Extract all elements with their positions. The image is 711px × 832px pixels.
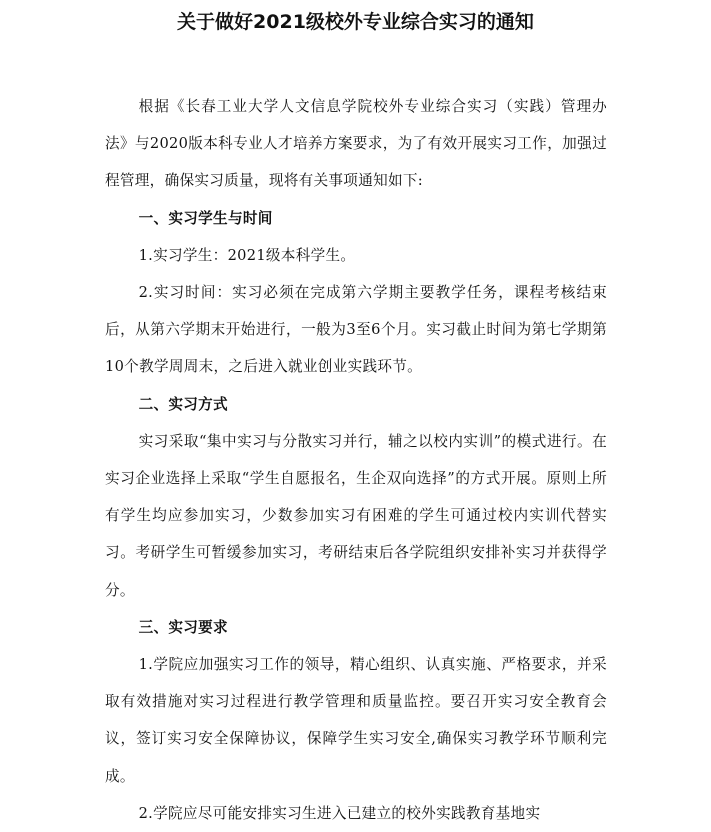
section-heading: 二、实习方式 (138, 395, 228, 413)
body-paragraph: 2.实习时间：实习必须在完成第六学期主要教学任务，课程考核结束后，从第六学期末开始进行，一般为3至6个月。实习截止时间为第七学期第10个教学周周末，之后进入就业创业实践环节。 (105, 284, 607, 376)
section-heading: 三、实习要求 (138, 618, 228, 636)
document-title: 关于做好2021级校外专业综合实习的通知 (177, 11, 534, 33)
intro-paragraph: 根据《长春工业大学人文信息学院校外专业综合实习（实践）管理办法》与2020版本科专业人才培养方案要求，为了有效开展实习工作，加强过程管理，确保实习质量，现将有关事项通知如下: (105, 98, 607, 190)
section-heading: 一、实习学生与时间 (138, 209, 273, 227)
document-body (105, 88, 607, 832)
body-paragraph: 2.学院应尽可能安排实习生进入已建立的校外实践教育基地实 (138, 804, 541, 822)
body-paragraph: 实习采取“集中实习与分散实习并行，辅之以校内实训”的模式进行。在实习企业选择上采取“学生自愿报名，生企双向选择”的方式开展。原则上所有学生均应参加实习，少数参加实习有困难的学生可通过校内实训代替实习。考研学生可暂缓参加实习，考研结束后各学院组织安排补实习并获得学分。 (105, 432, 607, 599)
body-paragraph: 1.学院应加强实习工作的领导，精心组织、认真实施、严格要求，并采取有效措施对实习过程进行教学管理和质量监控。要召开实习安全教育会议，签订实习安全保障协议，保障学生实习安全,确保实习教学环节顺利完成。 (105, 656, 607, 785)
body-paragraph: 1.实习学生：2021级本科学生。 (138, 246, 356, 264)
